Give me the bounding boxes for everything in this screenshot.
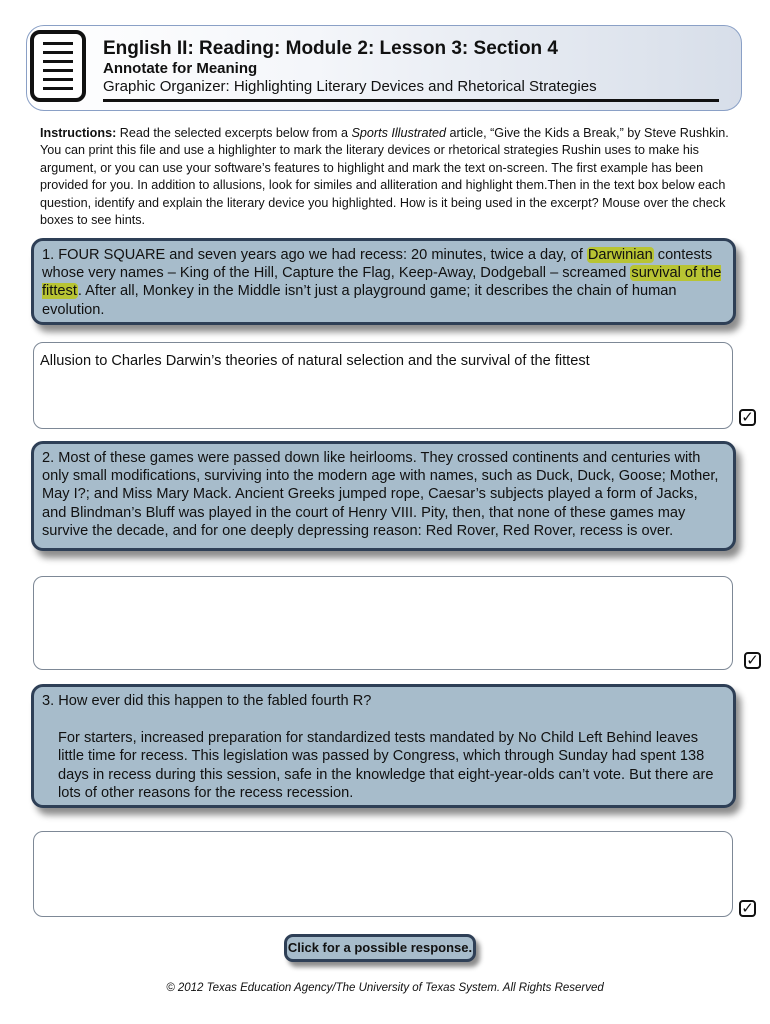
excerpt-1 xyxy=(31,238,736,325)
answer-field-2[interactable] xyxy=(33,576,733,670)
answer-field-1[interactable]: Allusion to Charles Darwin’s theories of natural selection and the survival of the fittest xyxy=(33,342,733,429)
answer-field-3[interactable] xyxy=(33,831,733,917)
excerpt-1-highlight-darwinian: Darwinian xyxy=(587,247,653,263)
instructions-source: Sports Illustrated xyxy=(351,126,446,140)
page-title: English II: Reading: Module 2: Lesson 3: Section 4 xyxy=(103,38,558,59)
page-description: Graphic Organizer: Highlighting Literary Devices and Rhetorical Strategies xyxy=(103,78,597,95)
instructions xyxy=(40,125,740,229)
excerpt-2: 2. Most of these games were passed down like heirlooms. They crossed continents and centuries with only small modifications, surviving into the modern age with names, such as Duck, Duck, Goose; Mother, May I?; and Miss Mary Mack. Ancient Greeks jumped rope, Caesar’s subjects played a form of Jacks, and Blindman’s Bluff was played in the court of Henry VIII. Pity, then, that none of these games may survive the decade, and for one deeply depressing reason: Red Rover, Red Rover, recess is over. xyxy=(31,441,736,551)
hint-checkbox-3[interactable]: ✓ xyxy=(739,900,756,917)
excerpt-3 xyxy=(31,684,736,808)
instructions-text-1: Read the selected excerpts below from a xyxy=(116,126,352,140)
hint-checkbox-1[interactable]: ✓ xyxy=(739,409,756,426)
excerpt-1-text-b: contests whose very names – King of the Hill, Capture the Flag, Keep-Away, Dodgeball – screamed xyxy=(42,247,713,282)
hint-checkbox-2[interactable]: ✓ xyxy=(744,652,761,669)
excerpt-1-text-a: 1. FOUR SQUARE and seven years ago we had recess: 20 minutes, twice a day, of xyxy=(42,247,587,263)
page-subtitle: Annotate for Meaning xyxy=(103,60,258,77)
excerpt-3-body: For starters, increased preparation for standardized tests mandated by No Child Left Behind leaves little time for recess. This legislation was passed by Congress, which through Sunday had spent 138 days in recess during this session, safe in the knowledge that eight-year-olds can’t vote. But there are lots of other reasons for the recess recession. xyxy=(58,730,714,801)
copyright-footer: © 2012 Texas Education Agency/The University of Texas System. All Rights Reserved xyxy=(166,982,604,994)
document-icon xyxy=(30,30,86,102)
instructions-label: Instructions: xyxy=(40,126,117,140)
excerpt-1-highlight-survival: survival of the fittest xyxy=(42,265,722,300)
possible-response-button[interactable]: Click for a possible response. xyxy=(284,934,476,962)
excerpt-3-question: 3. How ever did this happen to the fabled fourth R? xyxy=(42,693,372,709)
header-divider xyxy=(103,99,719,102)
instructions-text-2: article, “Give the Kids a Break,” by Steve Rushkin. You can print this file and use a highlighter to mark the literary devices or rhetorical strategies Rushin uses to make his argument, or you can use your software’s features to highlight and mark the text on-screen. The first example has been provided for you. In addition to allusions, look for similes and alliteration and highlight them.Then in the text box below each question, identify and explain the literary device you highlighted. How is it being used in the excerpt? Mouse over the check boxes to see hints. xyxy=(40,126,729,228)
excerpt-1-text-c: . After all, Monkey in the Middle isn’t just a playground game; it describes the chain of human evolution. xyxy=(42,283,677,318)
